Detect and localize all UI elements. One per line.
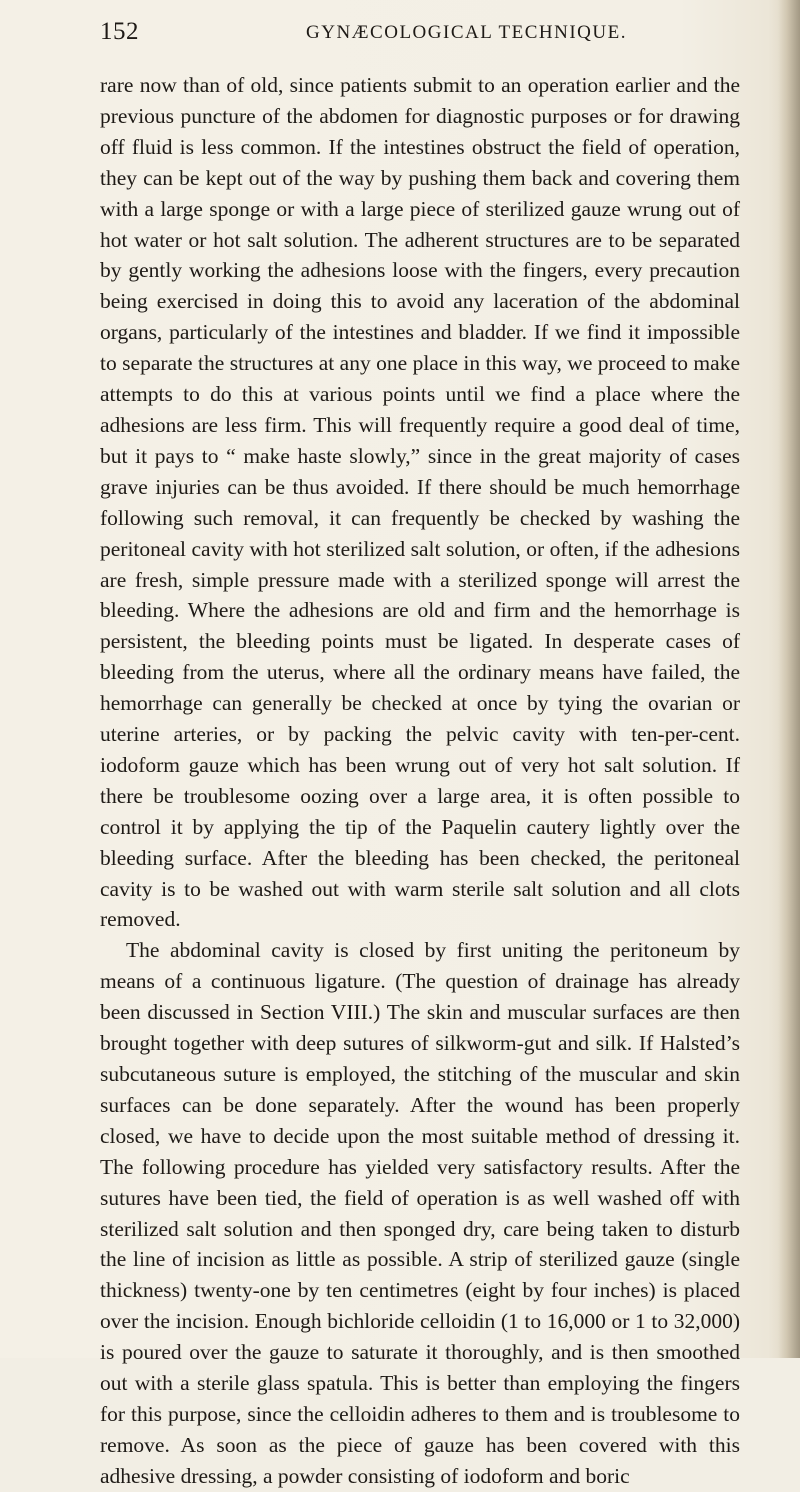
paragraph: rare now than of old, since patients submit to an operation earlier and the previous puncture of the abdomen for diagnostic purposes or for drawing off fluid is less common. If the intestines obstruct the field of operation, they can be kept out of the way by pushing them back and covering them with a large sponge or with a large piece of sterilized gauze wrung out of hot water or hot salt solution. The adherent structures are to be separated by gently working the adhesions loose with the fingers, every precaution being exercised in doing this to avoid any laceration of the abdominal organs, particularly of the intestines and bladder. If we find it impossible to separate the structures at any one place in this way, we proceed to make attempts to do this at various points until we find a place where the adhesions are less firm. This will frequently require a good deal of time, but it pays to “ make haste slowly,” since in the great majority of cases grave injuries can be thus avoided. If there should be much hemorrhage following such removal, it can frequently be checked by washing the peritoneal cavity with hot sterilized salt solution, or often, if the adhesions are fresh, simple pressure made with a sterilized sponge will arrest the bleeding. Where the adhesions are old and firm and the hemorrhage is persistent, the bleeding points must be ligated. In desperate cases of bleeding from the uterus, where all the ordinary means have failed, the hemorrhage can generally be checked at once by tying the ovarian or uterine arteries, or by packing the pelvic cavity with ten-per-cent. iodoform gauze which has been wrung out of very hot salt solution. If there be troublesome oozing over a large area, it is often possible to control it by applying the tip of the Paquelin cautery lightly over the bleeding surface. After the bleeding has been checked, the peritoneal cavity is to be washed out with warm sterile salt solution and all clots removed. <box>100 73 740 932</box>
page-number: 152 <box>100 18 139 45</box>
running-head: GYNÆCOLOGICAL TECHNIQUE. <box>306 22 627 43</box>
body-text <box>100 70 740 1492</box>
page-edge-shadow <box>778 0 800 1358</box>
page-header <box>100 18 740 62</box>
paragraph: The abdominal cavity is closed by first uniting the peritoneum by means of a continuous ligature. (The question of drainage has already been discussed in Section VIII.) The skin and muscular surfaces are then brought together with deep sutures of silkworm-gut and silk. If Halsted’s subcutaneous suture is employed, the stitching of the muscular and skin surfaces can be done separately. After the wound has been properly closed, we have to decide upon the most suitable method of dressing it. The following procedure has yielded very satisfactory results. After the sutures have been tied, the field of operation is as well washed off with sterilized salt solution and then sponged dry, care being taken to disturb the line of incision as little as possible. A strip of sterilized gauze (single thickness) twenty-one by ten centimetres (eight by four inches) is placed over the incision. Enough bichloride celloidin (1 to 16,000 or 1 to 32,000) is poured over the gauze to saturate it thoroughly, and is then smoothed out with a sterile glass spatula. This is better than employing the fingers for this purpose, since the celloidin adheres to them and is troublesome to remove. As soon as the piece of gauze has been covered with this adhesive dressing, a powder consisting of iodoform and boric <box>100 938 740 1488</box>
